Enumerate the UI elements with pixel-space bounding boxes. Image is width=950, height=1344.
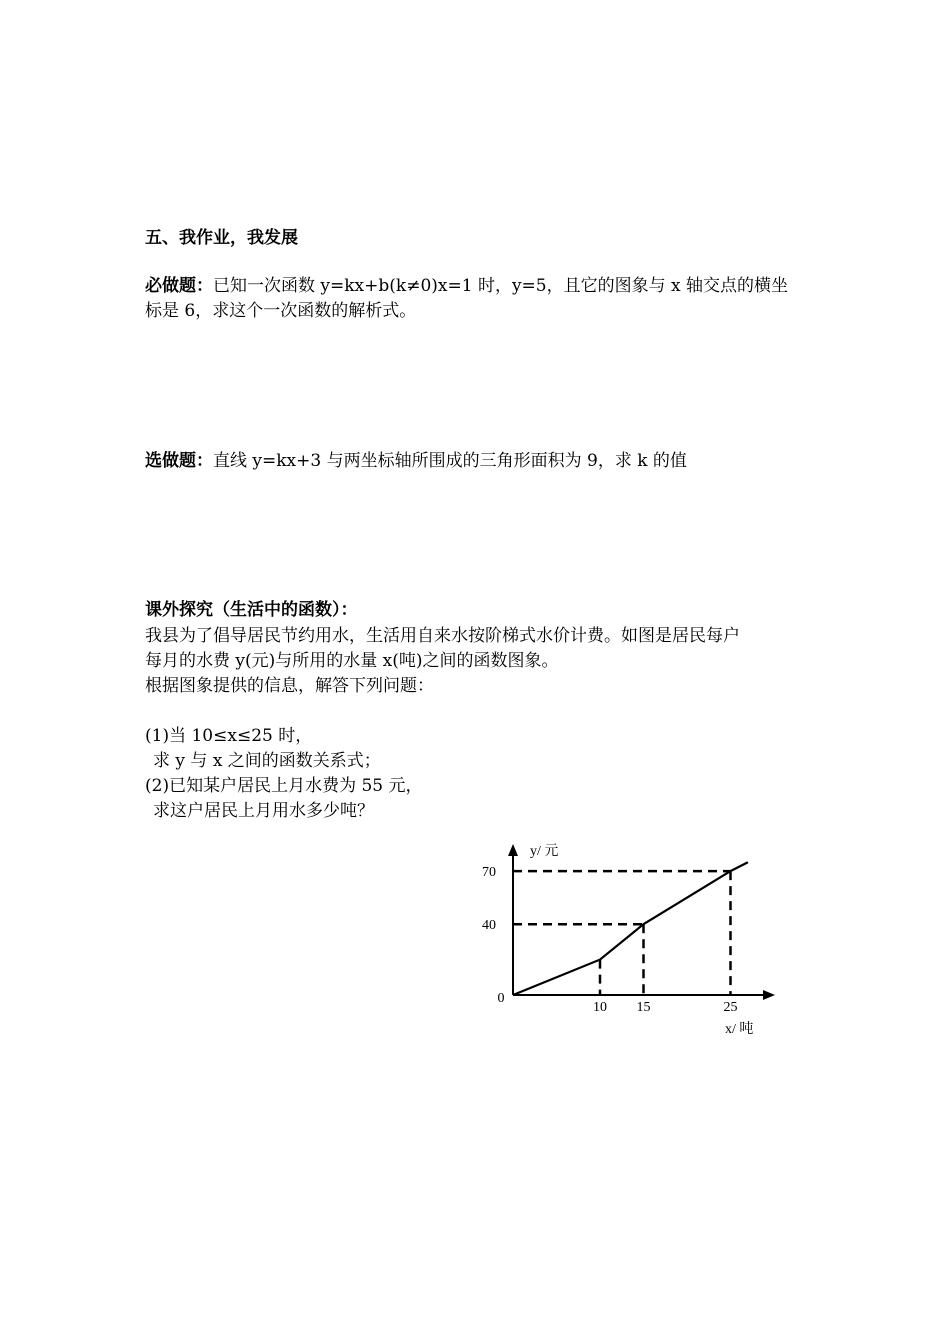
explore-title: 课外探究（生活中的函数）：	[145, 600, 358, 620]
optional-problem	[145, 449, 687, 473]
question-2b: 求这户居民上月用水多少吨？	[153, 801, 374, 821]
explore-paragraph-3: 根据图象提供的信息，解答下列问题：	[145, 676, 434, 696]
optional-text: 直线 y=kx+3 与两坐标轴所围成的三角形面积为 9，求 k 的值	[213, 451, 687, 471]
y-axis-arrow	[508, 844, 518, 856]
question-1a: (1)当 10≤x≤25 时，	[145, 726, 313, 746]
x-axis-label: x/ 吨	[725, 1022, 754, 1037]
y-tick-label-40: 40	[482, 918, 496, 934]
required-problem-line-1	[145, 274, 788, 298]
explore-paragraph-1: 我县为了倡导居民节约用水，生活用自来水按阶梯式水价计费。如图是居民每户	[145, 626, 740, 646]
section-title: 五、我作业，我发展	[145, 228, 298, 248]
required-text-1: 已知一次函数 y=kx+b(k≠0)x=1 时，y=5，且它的图象与 x 轴交点的横坐	[213, 276, 789, 296]
explore-paragraph-2: 每月的水费 y(元)与所用的水量 x(吨)之间的函数图象。	[145, 651, 559, 671]
question-1b: 求 y 与 x 之间的函数关系式；	[153, 751, 381, 771]
y-axis-label: y/ 元	[530, 844, 559, 859]
required-text-2: 标是 6，求这个一次函数的解析式。	[145, 301, 417, 321]
x-tick-label-25: 25	[723, 1000, 738, 1015]
origin-label: 0	[497, 991, 505, 1006]
question-2a: (2)已知某户居民上月水费为 55 元，	[145, 776, 423, 796]
required-label: 必做题：	[145, 276, 213, 296]
y-tick-label-70: 70	[482, 865, 496, 881]
fee-line	[513, 862, 748, 995]
water-fee-chart	[470, 835, 790, 1045]
x-tick-label-15: 15	[636, 1000, 651, 1015]
x-tick-label-10: 10	[593, 1000, 607, 1015]
optional-label: 选做题：	[145, 451, 213, 471]
x-axis-arrow	[763, 990, 775, 1000]
